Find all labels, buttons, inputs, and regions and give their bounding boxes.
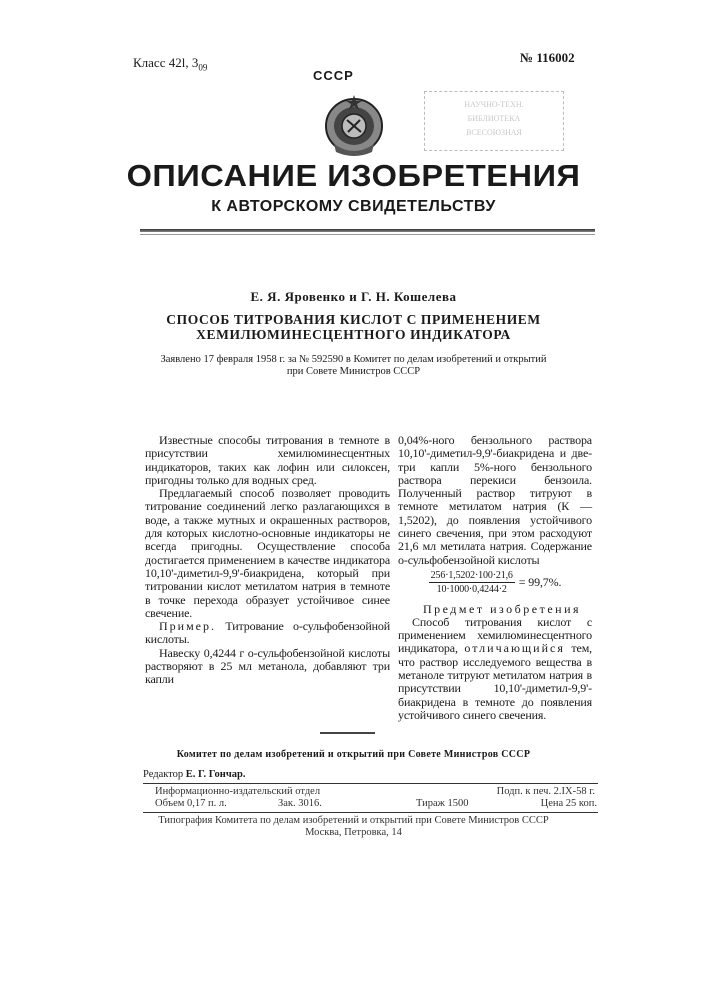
library-stamp <box>424 91 564 151</box>
claim-paragraph <box>398 616 592 722</box>
paragraph <box>145 620 390 647</box>
footer <box>0 732 707 842</box>
class-label: Класс 42l, 3 <box>133 55 198 70</box>
filing-line: при Совете Министров СССР <box>0 366 707 378</box>
dept: Информационно-издательский отдел <box>155 786 320 798</box>
formula <box>398 569 592 597</box>
committee-line: Комитет по делам изобретений и открытий при Совете Министров СССР <box>0 749 707 760</box>
example-text: Титрование о-сульфобензойной кислоты. <box>145 619 390 646</box>
volume: Объем 0,17 п. л. <box>155 798 227 810</box>
printer-info <box>0 815 707 839</box>
filing-line: Заявлено 17 февраля 1958 г. за № 592590 в Комитет по делам изобретений и открытий <box>0 354 707 366</box>
formula-result: = 99,7%. <box>519 576 562 589</box>
claim-heading: Предмет изобретения <box>398 603 592 616</box>
class-subscript: 09 <box>198 63 207 73</box>
filing-info <box>0 354 707 378</box>
printer-address: Москва, Петровка, 14 <box>0 827 707 839</box>
paragraph: Предлагаемый способ позволяет проводить титрование соединений легко разлагающихся в воде, а также мутных и окрашенных растворов, для которых кислотно-основные индикаторы не всегда пригодны. Осуществление способа достигается применением в качестве индикатора 10,10'-диметил-9,9'-биакридена, который при титровании кислот метилатом натрия в темноте в точке перехода образует устойчивое синее свечение. <box>145 487 390 620</box>
stamp-line: ВСЕСОЮЗНАЯ <box>425 126 563 140</box>
editor-name: Е. Г. Гончар. <box>186 769 246 780</box>
invention-title <box>0 312 707 342</box>
paragraph: Навеску 0,4244 г о-сульфобензойной кислоты растворяют в 25 мл метанола, добавляют три капли <box>145 647 390 687</box>
authors: Е. Я. Яровенко и Г. Н. Кошелева <box>0 289 707 305</box>
invention-title-line: СПОСОБ ТИТРОВАНИЯ КИСЛОТ С ПРИМЕНЕНИЕМ <box>0 312 707 327</box>
document-title: ОПИСАНИЕ ИЗОБРЕТЕНИЯ <box>0 158 707 194</box>
example-lead: Пример. <box>159 619 216 633</box>
ussr-emblem-icon <box>322 92 386 158</box>
stamp-line: НАУЧНО-ТЕХН. <box>425 98 563 112</box>
country-label: СССР <box>313 68 354 83</box>
right-column <box>398 434 592 722</box>
signed-date: Подп. к печ. 2.IX-58 г. <box>497 786 595 798</box>
claim-text: тем, что раствор исследуемого вещества в метаноле титруют метилатом натрия в присутствии 10,10'-диметил-9,9'-биакридена в темноте до появления устойчивого синего свечения. <box>398 641 592 721</box>
invention-title-line: ХЕМИЛЮМИНЕСЦЕНТНОГО ИНДИКАТОРА <box>0 327 707 342</box>
document-subtitle: К АВТОРСКОМУ СВИДЕТЕЛЬСТВУ <box>0 198 707 216</box>
formula-denominator: 10·1000·0,4244·2 <box>437 583 507 596</box>
claim-text: Способ титрования кислот с применением хемилюминесцентного индикатора, <box>398 615 592 656</box>
printer-line: Типография Комитета по делам изобретений и открытий при Совете Министров СССР <box>0 815 707 827</box>
order: Зак. 3016. <box>278 798 322 810</box>
paragraph: 0,04%-ного бензольного раствора 10,10'-диметил-9,9'-биакридена и две-три капли 5%-ного бензольного раствора перекиси бензоила. Полученный раствор титруют в темноте метилатом натрия (К — 1,5202), до появления устойчивого синего свечения, при этом расходуют 21,6 мл метилата натрия. Содержание о-сульфобензойной кислоты <box>398 434 592 567</box>
price: Цена 25 коп. <box>541 798 597 810</box>
editor-line <box>143 769 245 780</box>
editor-label: Редактор <box>143 769 186 780</box>
left-column <box>145 434 390 687</box>
section-divider <box>320 732 375 734</box>
circulation: Тираж 1500 <box>416 798 469 810</box>
formula-numerator: 256·1,5202·100·21,6 <box>429 569 515 583</box>
header-rule <box>140 229 595 232</box>
paragraph: Известные способы титрования в темноте в присутствии хемилюминесцентных индикаторов, таких как лофин или силоксен, пригодны только для водных сред. <box>145 434 390 487</box>
imprint-rule <box>143 812 598 813</box>
claim-spaced: отличающийся <box>464 641 564 655</box>
imprint-rule <box>143 783 598 784</box>
header-rule-thin <box>140 234 595 235</box>
stamp-line: БИБЛИОТЕКА <box>425 112 563 126</box>
classification <box>133 55 207 73</box>
patent-number: № 116002 <box>520 50 575 66</box>
